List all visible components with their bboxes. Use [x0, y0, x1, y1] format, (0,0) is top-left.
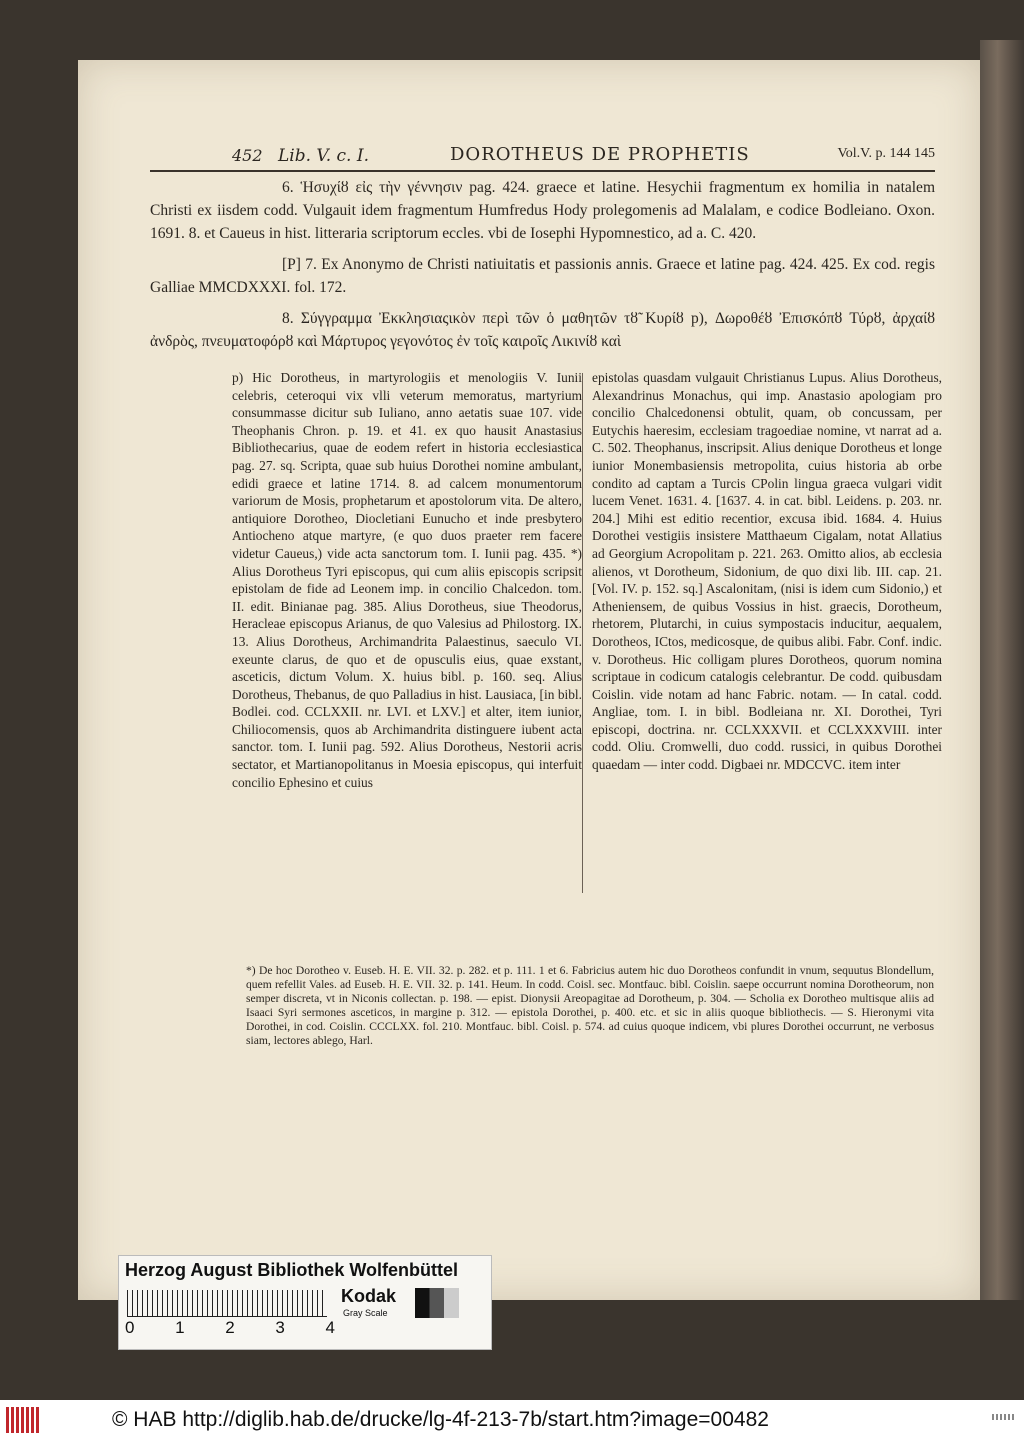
ruler-digit: 3 — [275, 1318, 285, 1337]
entry-text: [P] 7. Ex Anonymo de Christi natiuitatis et passionis annis. Graece et latine pag. 424. 425. Ex cod. regis Galliae MMCDXXXI. fol. 172. — [150, 256, 935, 296]
entry-text: 6. Ἡσυχίȣ εἰς τὴν γέννησιν pag. 424. graece et latine. Hesychii fragmentum ex homilia in natalem Christi ex iisdem codd. Vulgauit idem fragmentum Humfredus Hody prolegomenis ad Malalam, e codice Bodleiano. Oxon. 1691. 8. et Caueus in hist. litteraria scriptorum eccles. vbi de Iosephi Hypomnestico, ad a. C. 420. — [150, 179, 935, 242]
footnote-text: *) De hoc Dorotheo v. Euseb. H. E. VII. 32. p. 282. et p. 111. 1 et 6. Fabricius autem hic duo Dorotheos confundit in vnum, sequutus Blondellum, quem refellit Vales. ad Euseb. H. E. VII. 32. p. 141. Heum. In codd. Coisl. sec. Montfauc. bibl. Coislin. saepe occurrunt nomina Dorotheorum, non semper discreta, vt in Niconis collectan. p. 198. — epist. Dionysii Areopagitae ad Dorotheum, p. 304. — Scholia ex Dorotheo multisque aliis ad Isaaci Syri sermones asceticos, in margine p. 312. — epistola Dorothei, p. 400. etc. et sic in aliis quoque bibliothecis. — S. Hieronymi vita Dorothei, in cod. Coislin. CCCLXX. fol. 210. Montfauc. bibl. Coisl. p. 574. ad cuius quoque indicem, vbi plures Dorothei occurrunt, ne verbosus siam, lectores ablego, Harl. — [246, 964, 934, 1047]
running-head — [150, 138, 935, 172]
kodak-subtitle: Gray Scale — [343, 1308, 388, 1318]
kodak-logo: Kodak — [341, 1286, 397, 1306]
scale-ruler — [127, 1290, 327, 1317]
page-title: DOROTHEUS DE PROPHETIS — [450, 144, 750, 165]
footer-dots-icon — [992, 1414, 1016, 1420]
footnote — [246, 964, 934, 1048]
entry-6 — [150, 176, 935, 245]
entry-text: 8. Σύγγραμμα Ἐκκλησιαςικὸν περὶ τῶν ὁ μαθητῶν τȣ̃ Κυρίȣ p), Δωροθέȣ Ἐπισκόπȣ Τύρȣ, ἀρχαίȣ ἀνδρὸς, πνευματοφόρȣ καὶ Μάρτυρος γεγονότος ἐν τοῖς καιροῖς Λικινίȣ καὶ — [150, 310, 935, 350]
volume-reference: Vol.V. p. 144 145 — [837, 146, 935, 161]
entry-8 — [150, 307, 935, 353]
page-number: 452 — [232, 146, 263, 165]
column-right — [592, 369, 942, 774]
footer-url[interactable]: © HAB http://diglib.hab.de/drucke/lg-4f-213-7b/start.htm?image=00482 — [112, 1408, 769, 1431]
footer-bar — [0, 1400, 1024, 1440]
entry-7 — [150, 253, 935, 299]
ruler-digit: 0 — [125, 1318, 135, 1337]
column-right-text: epistolas quasdam vulgauit Christianus Lupus. Alius Dorotheus, Alexandrinus Monachus, qui imp. Anastasio apologiam pro concilio Chalcedonensi obtulit, quam, ob concussam, per Eutychis haeresim, ecclesiam tragoediae nomine, vt narrat ad a. C. 502. Theophanus, inscripsit. Alius denique Dorotheus et longe iunior Monembasiensis metropolita, cuius historia ab orbe condito ad captam a Turcis CPolin lingua graeca vulgari vidit lucem Venet. 1631. 4. [1637. 4. in cat. bibl. Leidens. p. 203. nr. 204.] Mihi est editio recentior, excusa ibid. 1684. 4. Huius Dorothei vestigiis insistere Matthaeum Cigalam, notat Allatius ad Georgium Acropolitam p. 221. 263. Omitto alios, ab ecclesia alienos, vt Dorotheum, Sidonium, de quo dixi lib. III. cap. 21. [Vol. IV. p. 152. sq.] Ascalonitam, (nisi is idem cum Sidonio,) et Atheniensem, de quibus Vossius in hist. graecis, Dorotheum, rhetorem, Plutarchi, in cuius sympostacis inducitur, aequalem, Dorotheos, ICtos, medicosque, de quibus alibi. Fabr. Conf. indic. v. Dorotheus. Hic colligam plures Dorotheos, quorum nomina scriptaue in codicum catalogis celebrantur. De codd. quibusdam Coislin. vide notam ad hanc Fabric. notam. — In catal. codd. Angliae, tom. I. in bibl. Bodleiana nr. XI. Dorothei, Tyri episcopi, doctrina. nr. CCLXXXVII. et CCLXXXVIII. inter codd. Oliu. Cromwelli, duo codd. russici, in quibus Dorothei quaedam — inter codd. Digbaei nr. MDCCVC. item inter — [592, 370, 942, 773]
ruler-digit: 2 — [225, 1318, 235, 1337]
library-label-card — [118, 1255, 492, 1350]
ruler-digit: 4 — [325, 1318, 335, 1337]
note-columns — [150, 369, 942, 909]
column-divider — [582, 373, 583, 893]
hab-logo-icon — [6, 1407, 40, 1433]
column-left — [232, 369, 582, 791]
ruler-digits — [125, 1318, 335, 1338]
gray-scale-swatch — [415, 1288, 459, 1318]
page-content — [150, 138, 942, 909]
next-page-edge — [980, 40, 1024, 1300]
column-left-text: p) Hic Dorotheus, in martyrologiis et menologiis V. Iunii celebris, ceteroqui vix vlli veterum memoratus, martyrium consummasse dicitur sub Iuliano, anno aetatis suae 107. vide Theophanis Chron. p. 19. et 41. ex quo hausit Anastasius Bibliothecarius, quae de eodem refert in historia ecclesiastica pag. 27. sq. Scripta, quae sub huius Dorothei nomine ambulant, edidi graece et latine 1714. 8. ad calcem monumentorum variorum de Mosis, prophetarum et apostolorum vita. De altero, antiquiore Dorotheo, Diocletiani Eunucho et inde presbytero Antiocheno atque martyre, (e quo duos praeter rem facere videtur Caueus,) vide acta sanctorum tom. I. Iunii pag. 435. *) Alius Dorotheus Tyri episcopus, qui cum aliis episcopis scripsit epistolam de fide ad Leonem imp. in concilio Chalcedon. tom. II. edit. Binianae pag. 385. Alius Dorotheus, siue Theodorus, Heracleae episcopus Arianus, de quo Valesius ad Philostorg. IX. 13. Alius Dorotheus, Archimandrita Palaestinus, saeculo VI. exeunte clarus, de quo et de opusculis eius, quae exstant, asceticis, dictum Volum. X. huius bibl. p. 160. seq. Alius Dorotheus, Thebanus, de quo Palladius in hist. Lausiaca, [in bibl. Bodlei. cod. CCLXXII. nr. LVI. et LXV.] et alter, item iunior, Chiliocomensis, quos ab Archimandrita distinguere iubent acta sanctor. tom. I. Iunii pag. 592. Alius Dorotheus, Nestorii acris sectator, et Martianopolitanus in Moesia episcopus, qui interfuit concilio Ephesino et cuius — [232, 370, 582, 790]
ruler-digit: 1 — [175, 1318, 185, 1337]
library-name: Herzog August Bibliothek Wolfenbüttel — [125, 1260, 458, 1280]
book-reference: Lib. V. c. I. — [278, 146, 369, 166]
entries-list — [150, 176, 935, 353]
